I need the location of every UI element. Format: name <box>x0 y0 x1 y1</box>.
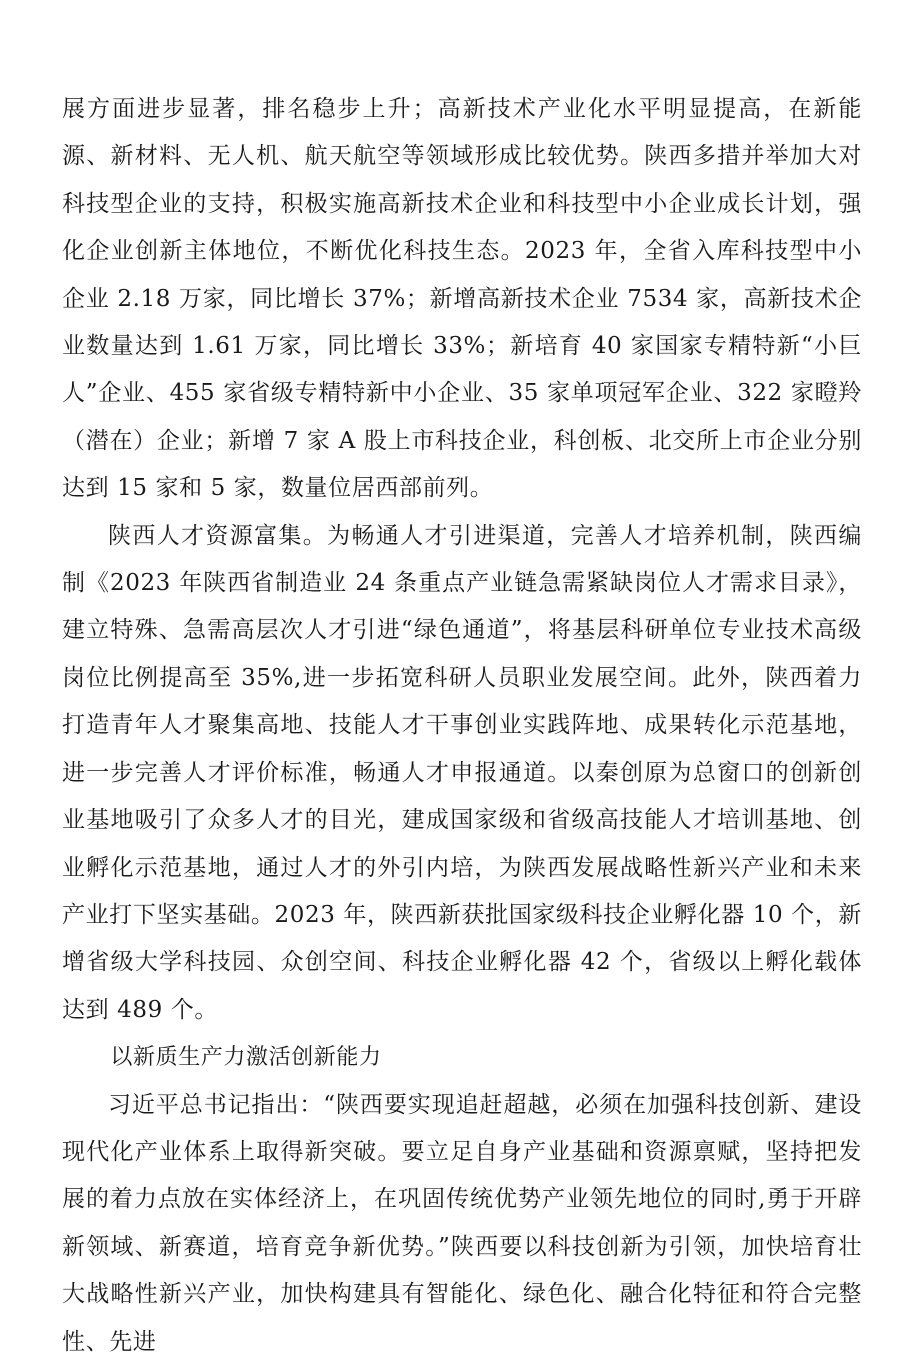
section-heading: 以新质生产力激活创新能力 <box>110 1045 382 1071</box>
paragraph-innovation-quote: 习近平总书记指出：“陕西要实现追赶超越，必须在加强科技创新、建设现代化产业体系上取得新突破。要立足自身产业基础和资源禀赋，坚持把发展的着力点放在实体经济上，在巩固传统优势产业领先地位的同时,勇于开辟新领域、新赛道，培育竞争新优势。”陕西要以科技创新为引领，加快培育壮大战略性新兴产业，加快构建具有智能化、绿色化、融合化特征和符合完整性、先进 <box>62 1091 862 1355</box>
paragraph-talent-resources: 陕西人才资源富集。为畅通人才引进渠道，完善人才培养机制，陕西编制《2023 年陕西省制造业 24 条重点产业链急需紧缺岗位人才需求目录》，建立特殊、急需高层次人才引进“绿色通道”，将基层科研单位专业技术高级岗位比例提高至 35%,进一步拓宽科研人员职业发展空间。此外，陕西着力打造青年人才聚集高地、技能人才干事创业实践阵地、成果转化示范基地，进一步完善人才评价标准，畅通人才申报通道。以秦创原为总窗口的创新创业基地吸引了众多人才的目光，建成国家级和省级高技能人才培训基地、创业孵化示范基地，通过人才的外引内培，为陕西发展战略性新兴产业和未来产业打下坚实基础。2023 年，陕西新获批国家级科技企业孵化器 10 个，新增省级大学科技园、众创空间、科技企业孵化器 42 个，省级以上孵化载体达到 489 个。 <box>62 522 862 1023</box>
document-body <box>62 86 862 1366</box>
paragraph-tech-enterprises: 展方面进步显著，排名稳步上升；高新技术产业化水平明显提高，在新能源、新材料、无人机、航天航空等领域形成比较优势。陕西多措并举加大对科技型企业的支持，积极实施高新技术企业和科技型中小企业成长计划，强化企业创新主体地位，不断优化科技生态。2023 年，全省入库科技型中小企业 2.18 万家，同比增长 37%；新增高新技术企业 7534 家，高新技术企业数量达到 1.61 万家，同比增长 33%；新培育 40 家国家专精特新“小巨人”企业、455 家省级专精特新中小企业、35 家单项冠军企业、322 家瞪羚（潜在）企业；新增 7 家 A 股上市科技企业，科创板、北交所上市企业分别达到 15 家和 5 家，数量位居西部前列。 <box>62 96 862 502</box>
